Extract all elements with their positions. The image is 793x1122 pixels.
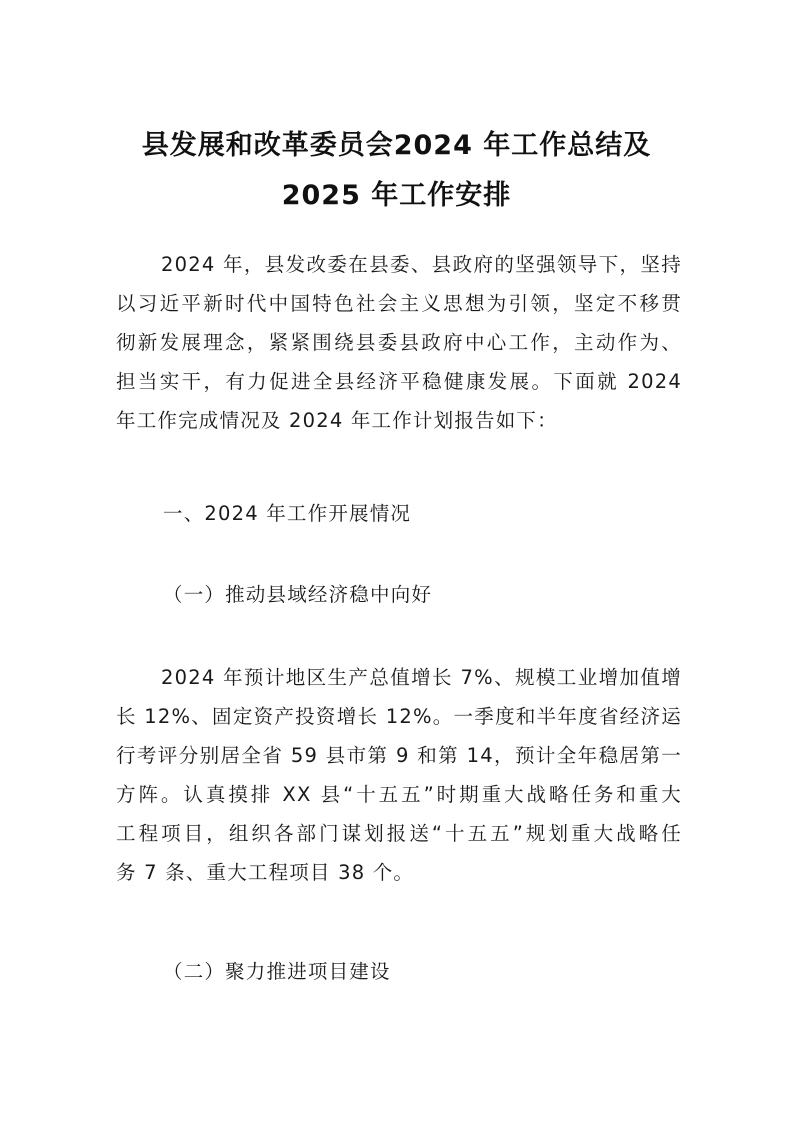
subsection-heading: （二）聚力推进项目建设 <box>163 960 391 983</box>
subsection-paragraph <box>116 658 682 892</box>
paragraph-line: 以习近平新时代中国特色社会主义思想为引领，坚定不移贯 <box>116 292 682 315</box>
paragraph-line: 彻新发展理念，紧紧围绕县委县政府中心工作，主动作为、 <box>116 331 682 354</box>
paragraph-line: 方阵。认真摸排 XX 县“十五五”时期重大战略任务和重大 <box>116 783 682 806</box>
paragraph-line: 长 12%、固定资产投资增长 12%。一季度和半年度省经济运 <box>116 705 682 728</box>
paragraph-line: 务 7 条、重大工程项目 38 个。 <box>116 861 415 884</box>
paragraph-line: 担当实干，有力促进全县经济平稳健康发展。下面就 2024 <box>116 370 682 393</box>
paragraph-line: 行考评分别居全省 59 县市第 9 和第 14，预计全年稳居第一 <box>116 744 682 767</box>
section-heading: 一、2024 年工作开展情况 <box>163 502 412 525</box>
subsection-heading: （一）推动县域经济稳中向好 <box>163 583 433 606</box>
paragraph-line: 年工作完成情况及 2024 年工作计划报告如下： <box>116 409 558 432</box>
intro-paragraph <box>116 245 682 440</box>
paragraph-line: 2024 年，县发改委在县委、县政府的坚强领导下，坚持 <box>161 253 682 276</box>
paragraph-line: 工程项目，组织各部门谋划报送“十五五”规划重大战略任 <box>116 822 682 845</box>
document-title-line-2: 2025 年工作安排 <box>281 180 512 211</box>
paragraph-line: 2024 年预计地区生产总值增长 7%、规模工业增加值增 <box>161 666 682 689</box>
document-title-line-1: 县发展和改革委员会2024 年工作总结及 <box>141 130 652 161</box>
